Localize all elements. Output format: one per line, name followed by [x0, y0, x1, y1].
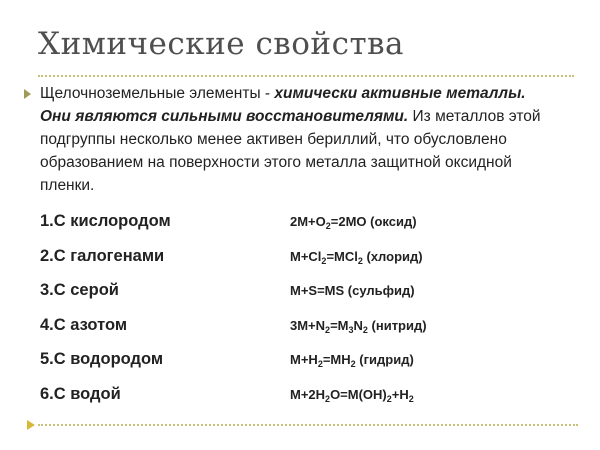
equation-text: O=M(OH) — [330, 386, 387, 402]
equation-text: =M — [330, 317, 349, 333]
reaction-equation — [290, 214, 417, 229]
paragraph-rest: Из металлов этой подгруппы несколько менее активен бериллий, что обусловлено образованием на поверхности этого металла защитной оксидной пленки. — [40, 108, 541, 194]
equation-text: (хлорид) — [362, 248, 423, 264]
equation-subscript: 2 — [386, 393, 392, 404]
reaction-label: 1.С кислородом — [40, 212, 171, 230]
equation-text: M+H — [290, 352, 318, 368]
reaction-equation — [290, 283, 415, 298]
equation-text: N — [353, 317, 363, 333]
reaction-equation — [290, 318, 427, 333]
body-paragraph — [40, 82, 560, 197]
reaction-label: 2.С галогенами — [40, 246, 165, 265]
equation-text: =MCl — [326, 248, 358, 264]
corner-arrow-icon — [27, 420, 35, 430]
reaction-equation — [290, 387, 414, 402]
equation-text: M+S=MS (сульфид) — [290, 283, 415, 299]
paragraph-intro: Щелочноземельные элементы - — [40, 85, 275, 102]
reaction-equation — [290, 352, 414, 370]
equation-text: M+Cl — [290, 248, 322, 264]
equation-subscript: 2 — [321, 255, 327, 266]
reaction-row — [40, 277, 560, 312]
equation-subscript: 2 — [325, 221, 331, 231]
paragraph-emphasis: химически активные металлы. Они являются сильными восстановителями. — [40, 85, 526, 125]
slide-title: Химические свойства — [38, 26, 405, 62]
reaction-row — [40, 312, 560, 347]
reaction-label: 3.С серой — [40, 281, 119, 300]
reaction-row — [40, 243, 560, 278]
reaction-label: 6.С водой — [40, 384, 121, 403]
equation-subscript: 2 — [317, 359, 323, 370]
equation-text: (гидрид) — [355, 352, 414, 368]
equation-text: 3M+N — [290, 317, 326, 333]
reaction-row — [40, 208, 560, 243]
equation-text: =MH — [322, 352, 351, 368]
reaction-label: 5.С водородом — [40, 350, 164, 369]
equation-text: +H — [391, 386, 409, 402]
bullet-arrow-icon — [24, 89, 31, 99]
equation-subscript: 3 — [348, 324, 354, 335]
equation-text: (нитрид) — [367, 317, 427, 333]
reaction-equation — [290, 249, 423, 264]
equation-subscript: 2 — [362, 324, 368, 335]
equation-subscript: 2 — [357, 255, 363, 266]
equation-text: =2MO (оксид) — [330, 214, 417, 229]
equation-subscript: 2 — [325, 324, 331, 335]
reaction-row — [40, 381, 560, 416]
reaction-row — [40, 346, 560, 381]
equation-subscript: 2 — [408, 393, 414, 404]
bottom-divider — [38, 424, 578, 426]
reactions-list — [40, 208, 560, 416]
reaction-label: 4.С азотом — [40, 315, 128, 334]
equation-text: M+2H — [290, 386, 326, 402]
equation-text: 2M+O — [290, 214, 326, 229]
equation-subscript: 2 — [350, 359, 356, 370]
equation-subscript: 2 — [325, 393, 331, 404]
title-divider — [38, 75, 574, 77]
